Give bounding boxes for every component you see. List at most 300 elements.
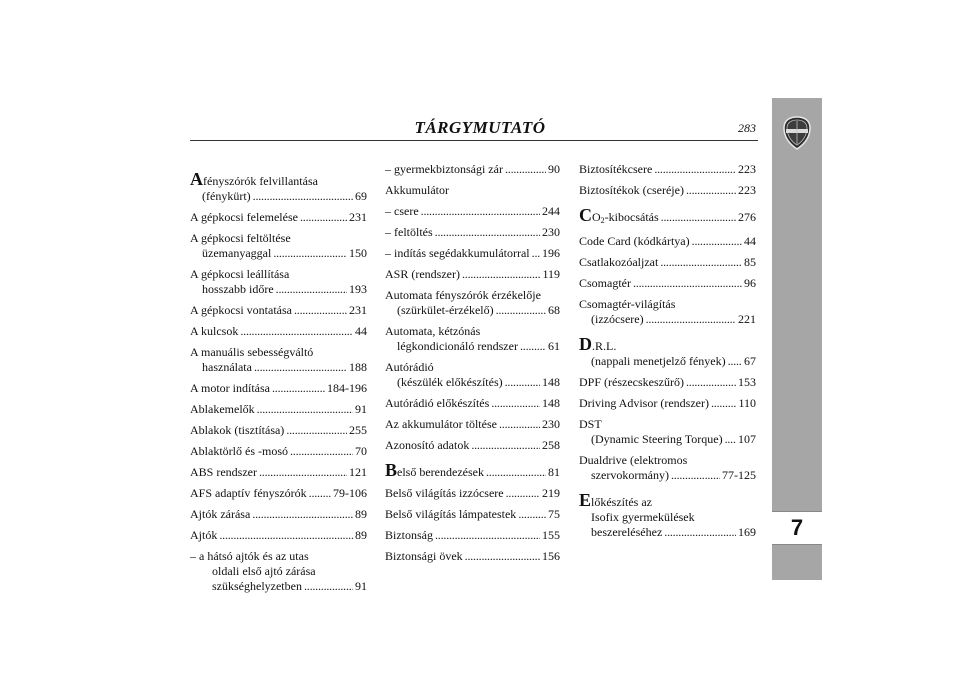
entry-label: Driving Advisor (rendszer) (579, 396, 709, 410)
entry-label: A kulcsok (190, 324, 239, 338)
entry-text (579, 453, 687, 468)
index-line (385, 396, 560, 411)
index-entry (190, 528, 367, 543)
index-line (385, 246, 560, 261)
entry-text (385, 204, 419, 219)
entry-text (397, 375, 503, 390)
entry-text (579, 375, 684, 390)
index-line (579, 490, 756, 510)
index-line (579, 375, 756, 390)
index-line (579, 276, 756, 291)
entry-text (190, 423, 284, 438)
index-entry (190, 507, 367, 522)
index-line (190, 549, 367, 564)
index-entry (190, 303, 367, 318)
leader-dots (219, 528, 353, 543)
index-entry (190, 381, 367, 396)
index-entry (385, 162, 560, 177)
index-entry (190, 324, 367, 339)
chapter-tab-strip (772, 98, 822, 580)
index-line (190, 210, 367, 225)
page-ref: 148 (542, 396, 560, 410)
section-letter: E (579, 490, 592, 510)
index-line (385, 486, 560, 501)
entry-label: légkondicionáló rendszer (397, 339, 518, 353)
entry-label: hosszabb időre (202, 282, 274, 296)
entry-label: DPF (részecskeszűrő) (579, 375, 684, 389)
index-entry (190, 444, 367, 459)
entry-text (385, 225, 433, 240)
index-entry (579, 297, 756, 327)
entry-text (385, 528, 433, 543)
entry-label: ABS rendszer (190, 465, 257, 479)
page-ref: 230 (542, 225, 560, 239)
entry-label: .R.L. (592, 339, 617, 353)
index-line (579, 205, 756, 228)
page-ref: 107 (738, 432, 756, 446)
index-line (190, 345, 367, 360)
entry-label: Az akkumulátor töltése (385, 417, 497, 431)
index-line (385, 507, 560, 522)
header-rule (190, 140, 758, 141)
index-entry (579, 162, 756, 177)
entry-text (190, 465, 257, 480)
entry-text (385, 324, 480, 339)
page-ref: 223 (738, 162, 756, 176)
entry-label: szükséghelyzetben (212, 579, 302, 593)
page-ref: 276 (738, 210, 756, 224)
entry-text (190, 381, 270, 396)
index-line (190, 579, 367, 594)
leader-dots (506, 486, 540, 501)
page-ref: 230 (542, 417, 560, 431)
index-entry (385, 225, 560, 240)
page-ref: 44 (355, 324, 367, 338)
index-entry (579, 183, 756, 198)
leader-dots (471, 438, 540, 453)
leader-dots (304, 579, 353, 594)
index-line (385, 183, 560, 198)
page-ref: 153 (738, 375, 756, 389)
leader-dots (273, 246, 347, 261)
leader-dots (518, 507, 546, 522)
entry-text (385, 486, 504, 501)
index-line (385, 438, 560, 453)
leader-dots (491, 396, 540, 411)
page-ref: 196 (542, 246, 560, 260)
leader-dots (664, 525, 736, 540)
index-entry (190, 231, 367, 261)
page-ref: 110 (738, 396, 756, 410)
entry-text (385, 417, 497, 432)
index-line (385, 360, 560, 375)
entry-label: Ajtók (190, 528, 218, 542)
page-number: 283 (738, 121, 756, 135)
entry-label: Csomagtér-világítás (579, 297, 676, 311)
entry-text (397, 303, 494, 318)
index-line (190, 486, 367, 501)
entry-label: Ablakok (tisztítása) (190, 423, 285, 437)
entry-label: Ajtók zárása (190, 507, 251, 521)
page-ref: 90 (548, 162, 560, 176)
leader-dots (686, 375, 736, 390)
page-ref: 255 (349, 423, 367, 437)
entry-text (579, 276, 631, 291)
index-line (579, 417, 756, 432)
entry-label: A manuális sebességváltó (190, 345, 314, 359)
entry-label: Csatlakozóaljzat (579, 255, 659, 269)
page-ref: 148 (542, 375, 560, 389)
leader-dots (671, 468, 720, 483)
entry-label: Automata fényszórók érzékelője (385, 288, 541, 302)
leader-dots (505, 375, 540, 390)
index-entry (385, 267, 560, 282)
entry-label: első berendezések (397, 465, 484, 479)
entry-text (190, 267, 289, 282)
index-line (190, 564, 367, 579)
entry-label: – feltöltés (385, 225, 433, 239)
entry-label: – csere (385, 204, 419, 218)
index-line (190, 324, 367, 339)
entry-text (385, 360, 434, 375)
page-ref: 244 (542, 204, 560, 218)
entry-label: szervokormány) (591, 468, 669, 482)
entry-text (385, 288, 541, 303)
index-line (190, 246, 367, 261)
leader-dots (499, 417, 540, 432)
entry-text (591, 312, 644, 327)
entry-label: Belső világítás lámpatestek (385, 507, 517, 521)
index-line (190, 402, 367, 417)
entry-label: A gépkocsi felemelése (190, 210, 298, 224)
index-line (579, 255, 756, 270)
page-ref: 121 (349, 465, 367, 479)
leader-dots (692, 234, 742, 249)
index-entry (190, 402, 367, 417)
index-line (385, 528, 560, 543)
entry-label: A gépkocsi feltöltése (190, 231, 291, 245)
entry-label: Ablaktörlő és -mosó (190, 444, 288, 458)
section-letter: C (579, 205, 592, 225)
index-line (579, 162, 756, 177)
leader-dots (520, 339, 546, 354)
entry-text (579, 255, 658, 270)
index-line (385, 204, 560, 219)
entry-text (202, 246, 271, 261)
entry-text (202, 189, 251, 204)
page-ref: 91 (355, 402, 367, 416)
entry-text (591, 432, 723, 447)
index-line (579, 234, 756, 249)
entry-label: Dualdrive (elektromos (579, 453, 688, 467)
entry-label: – indítás segédakkumulátorral (385, 246, 530, 260)
index-column-1 (190, 162, 367, 600)
leader-dots (259, 465, 347, 480)
entry-text (385, 396, 489, 411)
section-letter: B (385, 460, 398, 480)
page-ref: 221 (738, 312, 756, 326)
page-ref: 81 (548, 465, 560, 479)
index-line (190, 231, 367, 246)
page-ref: 119 (542, 267, 560, 281)
page-ref: 155 (542, 528, 560, 542)
entry-text (190, 549, 309, 564)
page-ref: 169 (738, 525, 756, 539)
index-line (385, 324, 560, 339)
entry-label: (fénykürt) (202, 189, 251, 203)
index-entry (385, 360, 560, 390)
entry-label: oldali első ajtó zárása (212, 564, 316, 578)
page-ref: 219 (542, 486, 560, 500)
index-entry (385, 204, 560, 219)
index-entry (385, 396, 560, 411)
leader-dots (633, 276, 742, 291)
entry-text (190, 345, 313, 360)
index-entry (579, 375, 756, 390)
index-entry (579, 276, 756, 291)
entry-label: használata (202, 360, 252, 374)
entry-label: (szürkület-érzékelő) (397, 303, 494, 317)
index-entry (385, 438, 560, 453)
entry-text (385, 267, 460, 282)
entry-label-rest: -kibocsátás (604, 210, 659, 224)
leader-dots (728, 354, 742, 369)
entry-text (579, 417, 602, 432)
index-line (190, 381, 367, 396)
index-line (579, 510, 756, 525)
index-entry (385, 528, 560, 543)
entry-label: beszereléséhez (591, 525, 663, 539)
entry-text (385, 507, 516, 522)
index-entry (385, 486, 560, 501)
index-line (190, 189, 367, 204)
entry-text (202, 360, 252, 375)
index-entry (190, 465, 367, 480)
entry-label: (nappali menetjelző fények) (591, 354, 726, 368)
index-entry (385, 460, 560, 480)
leader-dots (725, 432, 736, 447)
index-entry (190, 210, 367, 225)
leader-dots (486, 465, 546, 480)
entry-text (190, 210, 298, 225)
entry-subscript: 2 (600, 216, 605, 225)
page-ref: 68 (548, 303, 560, 317)
entry-text (385, 549, 463, 564)
index-entry (579, 453, 756, 483)
entry-label: A gépkocsi vontatása (190, 303, 292, 317)
index-line (579, 183, 756, 198)
index-line (190, 303, 367, 318)
index-entry (385, 549, 560, 564)
leader-dots (496, 303, 546, 318)
entry-label: fényszórók felvillantása (203, 174, 318, 188)
leader-dots (240, 324, 353, 339)
index-line (385, 303, 560, 318)
entry-text (579, 205, 659, 228)
page-ref: 231 (349, 303, 367, 317)
index-entry (385, 183, 560, 198)
entry-label: Biztonság (385, 528, 433, 542)
entry-label: (Dynamic Steering Torque) (591, 432, 723, 446)
index-line (385, 267, 560, 282)
leader-dots (660, 255, 742, 270)
index-entry (579, 334, 756, 369)
page-title: TÁRGYMUTATÓ (414, 118, 546, 137)
leader-dots (711, 396, 736, 411)
index-entry (385, 246, 560, 261)
leader-dots (462, 267, 540, 282)
index-entry (190, 549, 367, 594)
index-entry (190, 345, 367, 375)
entry-label: DST (579, 417, 602, 431)
entry-label: Biztonsági övek (385, 549, 463, 563)
entry-text (202, 282, 274, 297)
entry-label: Ablakemelők (190, 402, 255, 416)
page-ref: 79-106 (333, 486, 367, 500)
index-entry (385, 324, 560, 354)
leader-dots (421, 204, 540, 219)
index-line (190, 444, 367, 459)
entry-text (579, 162, 652, 177)
entry-label: (izzócsere) (591, 312, 644, 326)
page-ref: 44 (744, 234, 756, 248)
index-entry (385, 507, 560, 522)
index-line (190, 528, 367, 543)
page-ref: 75 (548, 507, 560, 521)
page-ref: 223 (738, 183, 756, 197)
leader-dots (661, 210, 736, 225)
leader-dots (253, 189, 353, 204)
index-line (385, 339, 560, 354)
index-line (579, 354, 756, 369)
entry-label: Autórádió előkészítés (385, 396, 490, 410)
entry-label: Automata, kétzónás (385, 324, 481, 338)
index-entry (579, 417, 756, 447)
entry-text (397, 339, 518, 354)
index-line (190, 507, 367, 522)
index-entry (579, 396, 756, 411)
entry-label: Code Card (kódkártya) (579, 234, 690, 248)
entry-label: Isofix gyermekülések (591, 510, 695, 524)
index-column-2 (385, 162, 560, 570)
entry-text (212, 579, 302, 594)
index-line (385, 225, 560, 240)
index-line (385, 375, 560, 390)
entry-label: – a hátsó ajtók és az utas (190, 549, 309, 563)
index-line (190, 282, 367, 297)
leader-dots (309, 486, 331, 501)
index-line (579, 396, 756, 411)
entry-label: Csomagtér (579, 276, 631, 290)
page-ref: 188 (349, 360, 367, 374)
entry-label: lőkészítés az (591, 495, 652, 509)
page-ref: 150 (349, 246, 367, 260)
entry-text (190, 169, 318, 189)
page-ref: 70 (355, 444, 367, 458)
entry-label: Azonosító adatok (385, 438, 470, 452)
index-line (385, 460, 560, 480)
page-ref: 156 (542, 549, 560, 563)
page-ref: 69 (355, 189, 367, 203)
index-entry (385, 417, 560, 432)
leader-dots (254, 360, 347, 375)
leader-dots (654, 162, 736, 177)
entry-label: üzemanyaggal (202, 246, 272, 260)
entry-label: A gépkocsi leállítása (190, 267, 290, 281)
entry-text (385, 162, 503, 177)
entry-text (579, 396, 709, 411)
section-letter: D (579, 334, 592, 354)
leader-dots (532, 246, 540, 261)
index-line (579, 297, 756, 312)
entry-label: Biztosítékcsere (579, 162, 653, 176)
index-line (385, 549, 560, 564)
entry-text (190, 528, 217, 543)
entry-text (591, 468, 669, 483)
entry-text (385, 460, 484, 480)
leader-dots (294, 303, 347, 318)
page-ref: 85 (744, 255, 756, 269)
entry-label: Biztosítékok (cseréje) (579, 183, 684, 197)
page-ref: 231 (349, 210, 367, 224)
index-entry (579, 205, 756, 228)
index-line (385, 288, 560, 303)
entry-text (190, 231, 291, 246)
leader-dots (300, 210, 347, 225)
entry-label: ASR (rendszer) (385, 267, 460, 281)
leader-dots (272, 381, 325, 396)
index-line (190, 465, 367, 480)
index-line (579, 468, 756, 483)
entry-label: – gyermekbiztonsági zár (385, 162, 503, 176)
entry-label: (készülék előkészítés) (397, 375, 503, 389)
index-line (190, 423, 367, 438)
leader-dots (276, 282, 347, 297)
section-letter: A (190, 169, 203, 189)
entry-text (212, 564, 316, 579)
index-entry (190, 169, 367, 204)
page-ref: 89 (355, 528, 367, 542)
page-ref: 89 (355, 507, 367, 521)
page-ref: 61 (548, 339, 560, 353)
index-line (579, 453, 756, 468)
leader-dots (465, 549, 540, 564)
index-line (190, 267, 367, 282)
leader-dots (505, 162, 546, 177)
page-ref: 193 (349, 282, 367, 296)
leader-dots (257, 402, 353, 417)
entry-text (591, 354, 726, 369)
index-line (579, 525, 756, 540)
page-ref: 91 (355, 579, 367, 593)
index-entry (190, 486, 367, 501)
leader-dots (646, 312, 736, 327)
entry-text (591, 525, 662, 540)
index-line (579, 312, 756, 327)
index-entry (385, 288, 560, 318)
entry-text (190, 444, 288, 459)
entry-text (190, 486, 307, 501)
entry-text (190, 402, 255, 417)
index-column-3 (579, 162, 756, 546)
index-line (385, 417, 560, 432)
index-line (579, 432, 756, 447)
index-entry (579, 234, 756, 249)
chapter-number: 7 (772, 511, 822, 545)
page-ref: 258 (542, 438, 560, 452)
leader-dots (252, 507, 353, 522)
page-ref: 184-196 (327, 381, 367, 395)
